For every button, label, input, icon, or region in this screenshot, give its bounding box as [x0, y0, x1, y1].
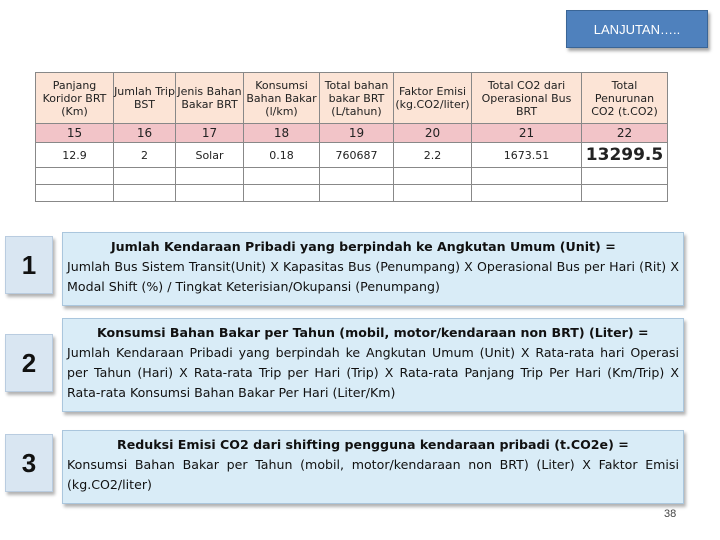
header-cell: Total Penurunan CO2 (t.CO2) [582, 73, 668, 124]
empty-cell [244, 168, 320, 185]
total-reduction-cell: 13299.5 [582, 143, 668, 168]
header-cell: Panjang Koridor BRT (Km) [36, 73, 114, 124]
header-cell: Konsumsi Bahan Bakar (l/km) [244, 73, 320, 124]
empty-cell [582, 185, 668, 202]
lanjutan-button[interactable]: LANJUTAN….. [566, 10, 708, 48]
empty-cell [176, 185, 244, 202]
formula-title: Konsumsi Bahan Bakar per Tahun (mobil, motor/kendaraan non BRT) (Liter) = [97, 325, 649, 340]
empty-cell [36, 185, 114, 202]
column-number-row [36, 124, 668, 143]
header-cell: Jenis Bahan Bakar BRT [176, 73, 244, 124]
column-number: 20 [394, 124, 472, 143]
table-cell: 0.18 [244, 143, 320, 168]
column-number: 21 [472, 124, 582, 143]
column-number: 19 [320, 124, 394, 143]
formula-box [62, 430, 684, 504]
empty-cell [472, 168, 582, 185]
empty-row [36, 168, 668, 185]
empty-cell [394, 185, 472, 202]
empty-cell [320, 168, 394, 185]
formula-body: Jumlah Bus Sistem Transit(Unit) X Kapasitas Bus (Penumpang) X Operasional Bus per Hari (Rit) X Modal Shift (%) / Tingkat Keterisian/Okupansi (Penumpang) [67, 259, 679, 294]
formula-body: Jumlah Kendaraan Pribadi yang berpindah ke Angkutan Umum (Unit) X Rata-rata hari Operasi per Tahun (Hari) X Rata-rata Trip per Hari (Trip) X Rata-rata Panjang Trip Per Hari (Km/Trip) X Rata-rata Konsumsi Bahan Bakar Per Hari (Liter/Km) [67, 345, 679, 400]
empty-cell [114, 185, 176, 202]
table-cell: Solar [176, 143, 244, 168]
table-cell: 2.2 [394, 143, 472, 168]
emission-table [35, 72, 668, 202]
header-cell: Total bahan bakar BRT (L/tahun) [320, 73, 394, 124]
formula-title: Reduksi Emisi CO2 dari shifting pengguna kendaraan pribadi (t.CO2e) = [117, 437, 629, 452]
formula-number-badge: 2 [5, 334, 53, 392]
formula-number-badge: 1 [5, 236, 53, 294]
page-number: 38 [664, 508, 677, 520]
empty-cell [582, 168, 668, 185]
table-cell: 1673.51 [472, 143, 582, 168]
empty-row [36, 185, 668, 202]
formula-box [62, 232, 684, 306]
empty-cell [114, 168, 176, 185]
formula-body: Konsumsi Bahan Bakar per Tahun (mobil, motor/kendaraan non BRT) (Liter) X Faktor Emisi (kg.CO2/liter) [67, 457, 679, 492]
table-cell: 2 [114, 143, 176, 168]
formula-box [62, 318, 684, 412]
table-cell: 760687 [320, 143, 394, 168]
empty-cell [472, 185, 582, 202]
header-row [36, 73, 668, 124]
header-cell: Faktor Emisi (kg.CO2/liter) [394, 73, 472, 124]
empty-cell [394, 168, 472, 185]
formula-number-badge: 3 [5, 434, 53, 492]
column-number: 17 [176, 124, 244, 143]
formula-title: Jumlah Kendaraan Pribadi yang berpindah ke Angkutan Umum (Unit) = [111, 239, 616, 254]
header-cell: Total CO2 dari Operasional Bus BRT [472, 73, 582, 124]
column-number: 22 [582, 124, 668, 143]
column-number: 15 [36, 124, 114, 143]
header-cell: Jumlah Trip BST [114, 73, 176, 124]
table-row [36, 143, 668, 168]
column-number: 18 [244, 124, 320, 143]
table-cell: 12.9 [36, 143, 114, 168]
column-number: 16 [114, 124, 176, 143]
empty-cell [36, 168, 114, 185]
empty-cell [176, 168, 244, 185]
empty-cell [320, 185, 394, 202]
empty-cell [244, 185, 320, 202]
